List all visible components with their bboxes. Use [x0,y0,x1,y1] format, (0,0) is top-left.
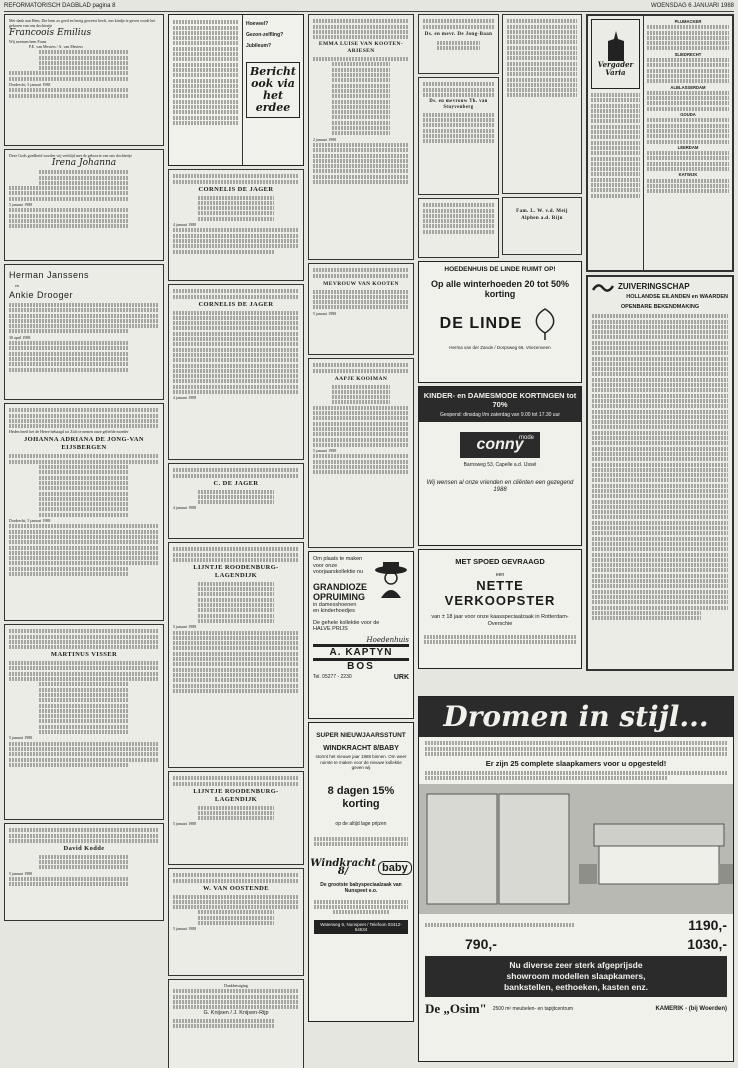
ad-address: Barnsweg 53, Capelle a.d. IJssel [463,462,537,468]
ad-brand: De „Osim" [425,1001,487,1017]
ad-headline: GRANDIOZE [313,581,367,592]
fold-ad [168,14,304,166]
notice-section: OPENBARE BEKENDMAKING [620,304,700,310]
ad-offer: Op alle winterhoeden 20 tot 50% korting [430,279,570,299]
notice-roodenburg-2 [168,771,304,865]
vergader-varia-logo: Vergader Varia [591,19,640,89]
ad-address: Waterweg 6, Nunspeet / Telefoon 03412-54534 [314,920,408,934]
notice-date: 5 januari 1988 [173,624,197,630]
kerkdiensten-box [586,14,734,272]
ad-brand-sub: 2500 m² meubelen- en tapijtcentrum [492,1006,574,1013]
notice-place: Dordrecht, 5 januari 1988 [9,82,51,88]
deceased-name: C. DE JAGER [213,479,259,487]
deceased-name: CORNELIS DE JAGER [198,185,274,193]
fold-item: Jubileum? [246,43,272,49]
church-location: KATWIJK [678,172,698,178]
fold-item: Gezon-zelfling? [246,32,284,38]
notice-kooiman [308,358,414,548]
masthead [4,2,734,12]
notice-place: Dordrecht, 5 januari 1988 [9,518,51,524]
notice-subtitle: HOLLANDSE EILANDEN en WAARDEN [626,294,728,300]
notice-stuy-2 [418,198,499,258]
ad-brand: Hoedenhuis [366,635,409,644]
groom-name: Herman Janssens [9,270,90,280]
fold-item: Hoeveel? [246,21,269,27]
column-5 [586,14,734,674]
notice-col4-right [502,14,582,194]
notice-cornelis-2 [168,284,304,460]
notice-roodenburg-1 [168,542,304,768]
death-notice-visser [4,624,164,820]
ad-phone: Tel. 05277 - 2230 [313,673,352,680]
notice-van-der-meij [502,197,582,255]
notice-type: Dankbetuiging [224,983,248,988]
ad-offer: Er zijn 25 complete slaapkamers voor u opgesteld! [485,758,667,768]
ad-headline: Dromen in stijl... [443,700,709,733]
notice-name: Ds. en mevrouw Th. van Stuyvenberg [429,98,488,110]
notice-signers: P.E. van Mesters / A. van Mesters [29,44,83,49]
masthead-left: REFORMATORISCH DAGBLAD pagina 8 [4,3,116,9]
ad-text: stormt het nieuwe jaar 1988 binnen. Om weer ruimte te maken voor de nieuwe kollektie geven wij [315,754,407,770]
church-location: PLUMACKER [674,19,702,24]
notice-date: 5 januari 1988 [173,926,197,932]
price-2: 1030,- [687,936,727,953]
ad-brand: Windkracht 8/ [310,857,377,877]
price-1: 790,- [465,936,497,953]
notice-intro: Deze Gods goedheid worden wij verblijd met de geboorte van ons dochtertje [9,153,132,158]
ad-brand: conny [476,436,524,453]
ad-note: De gehele kollektie voor de HALVE PRIJS [313,619,380,632]
deceased-name: CORNELIS DE JAGER [198,300,274,308]
ad-headline: SUPER NIEUWJAARSSTUNT [316,732,406,739]
deceased-name: LIJNTJE ROODENBURG-LAGENDIJK [193,787,279,803]
ad-specialist: De grootste babyspeciaalzaak van Nunspeet e.o. [320,881,402,894]
ad-conny-mode [418,386,582,546]
ad-town: URK [393,673,409,681]
church-icon [604,31,628,61]
birth-notice-frans [4,14,164,146]
hat-figure-icon [373,558,409,598]
ad-hoedenhuis-kaptyn: Om plaats te maken voor onze voorjaarskollektie nu GRANDIOZE OPRUIMING in damesshoenen en kinderhoedjes De gehele kollektie voor de HALVE PRIJS Hoedenhuis A. KAPTYN BOS Tel. 05277 - 2230 URK [308,551,414,719]
and-word: en [15,283,19,288]
notice-knijsen [168,979,304,1068]
birth-notice-irena [4,149,164,261]
engagement-notice [4,264,164,400]
notice-cornelis-1 [168,169,304,281]
person-name: David Kodde [63,844,105,852]
notice-date: 5 januari 1988 [9,735,33,741]
column-4 [418,14,582,672]
ad-brand-2: baby [378,861,412,875]
signer-names: G. Knijsen / J. Knijsen-Rijp [203,1010,269,1017]
ad-hours: Geopend: dinsdag t/m zaterdag van 9.00 tot 17.30 uur [439,412,561,418]
ad-top: MET SPOED GEVRAAGD [455,557,545,566]
ad-sub: op de altijd lage prijzen [335,820,387,827]
bedroom-photo [419,784,734,914]
ad-town: KAMERIK - (bij Woerden) [655,1006,727,1013]
notice-van-kooten-ariesen [308,14,414,260]
notice-intro: Heden heeft het de Heere behaagd tot Zich te nemen onze geliefde moeder [9,429,129,435]
notice-date: 5 januari 1988 [9,870,33,876]
wave-logo-icon [592,280,614,294]
notice-intro: Met dank aan Hem, Die hem zo goed en bezig geweest heeft, ons kindje te geven wordt het geboren van ons dochtertje [9,18,156,28]
bride-name: Ankie Drooger [9,290,74,300]
ad-osim-dromen [418,696,734,1062]
notice-de-jong-baan [418,14,499,74]
notice-name: Fam. L. W. v.d. Meij Alphen a.d. Rijn [516,209,568,221]
child-name: Francoois Emilius [9,28,92,38]
column-3 [308,14,414,1025]
notice-date: 5 januari 1988 [313,310,337,316]
showroom-banner: Nu diverse zeer sterk afgeprijsde showroom modellen slaapkamers, bankstellen, eethoeken, kasten enz. [425,956,727,997]
church-location: GOUDA [680,112,696,118]
notice-date: 5 januari 1988 [313,448,337,454]
ad-text: van ± 18 jaar voor onze kaasspeciaalzaak in Rotterdam-Overschie [431,614,569,627]
ad-brand: DE LINDE [439,315,523,332]
ad-wish: Wij wensen al onze vrienden en cliënten een gezegend 1988 [426,480,574,493]
deceased-name: AAPJE KOOIMAN [334,375,388,382]
child-name: Irena Johanna [51,158,117,168]
notice-parents: Wij noemen hem Frans [9,39,47,44]
deceased-name: LIJNTJE ROODENBURG-LAGENDIJK [193,563,279,579]
church-location: ALBLASSERDAM [670,84,706,90]
deceased-name: JOHANNA ADRIANA DE JONG-VAN EIJSBERGEN [24,436,144,452]
ad-company: WINDKRACHT 8/BABY [323,745,399,752]
ad-address: Herma van der Zande / Dorpsweg 66, Vriezenveen [449,345,551,350]
fold-cta: Bericht ook via het erdee [246,62,300,118]
linden-tree-icon [530,307,560,341]
deceased-name: MEVROUW VAN KOOTEN [323,280,399,287]
notice-kodde [4,823,164,921]
notice-name: Ds. en mevr. De Jong-Baan [424,31,493,37]
ad-headline: OPRUIMING [313,591,366,602]
ad-headline: HOEDENHUIS DE LINDE RUIMT OP! [444,266,556,273]
ad-brand-num: BOS [347,660,375,672]
notice-date: 4 januari 1988 [173,222,197,228]
deceased-name: EMMA LUISE VAN KOOTEN-ARIESEN [318,41,404,55]
death-notice-de-jong [4,403,164,621]
ad-headline: KINDER- en DAMESMODE KORTINGEN tot 70% [423,391,577,409]
notice-date: 4 januari 1988 [173,505,197,511]
notice-stuyvenberg [418,77,499,195]
column-2 [168,14,304,1068]
notice-mevrouw-van-kooten [308,263,414,355]
ad-brand-2: mode [518,435,534,441]
zuiveringschap-notice [586,275,734,671]
ad-hoedenhuis-de-linde [418,261,582,383]
notice-date: 4 januari 1988 [173,395,197,401]
church-location: LEERDAM [677,144,699,150]
notice-date: 5 januari 1988 [173,821,197,827]
notice-date: 2 januari 1988 [313,136,337,142]
church-location: SLIEDRECHT [674,51,702,57]
notice-c-de-jager [168,463,304,539]
ad-verkoopster [418,549,582,669]
price-main: 1190,- [688,917,727,934]
column-1 [4,14,164,924]
ad-headline: VERKOOPSTER [444,593,556,608]
notice-oostende [168,868,304,976]
ad-windkracht-8-baby [308,722,414,1022]
deceased-name: MARTINUS VISSER [50,651,118,659]
ad-brand-big: A. KAPTYN [313,644,409,661]
notice-date: 30 april 1988 [9,334,31,340]
ad-headline: NETTE [476,578,524,593]
deceased-name: W. VAN OOSTENDE [202,884,270,892]
notice-title: ZUIVERINGSCHAP [618,282,690,292]
notice-date: 5 januari 1988 [9,202,33,208]
ad-article: een [495,572,505,578]
masthead-right: WOENSDAG 6 JANUARI 1988 [650,3,734,9]
ad-offer: 8 dagen 15% korting [327,784,395,810]
